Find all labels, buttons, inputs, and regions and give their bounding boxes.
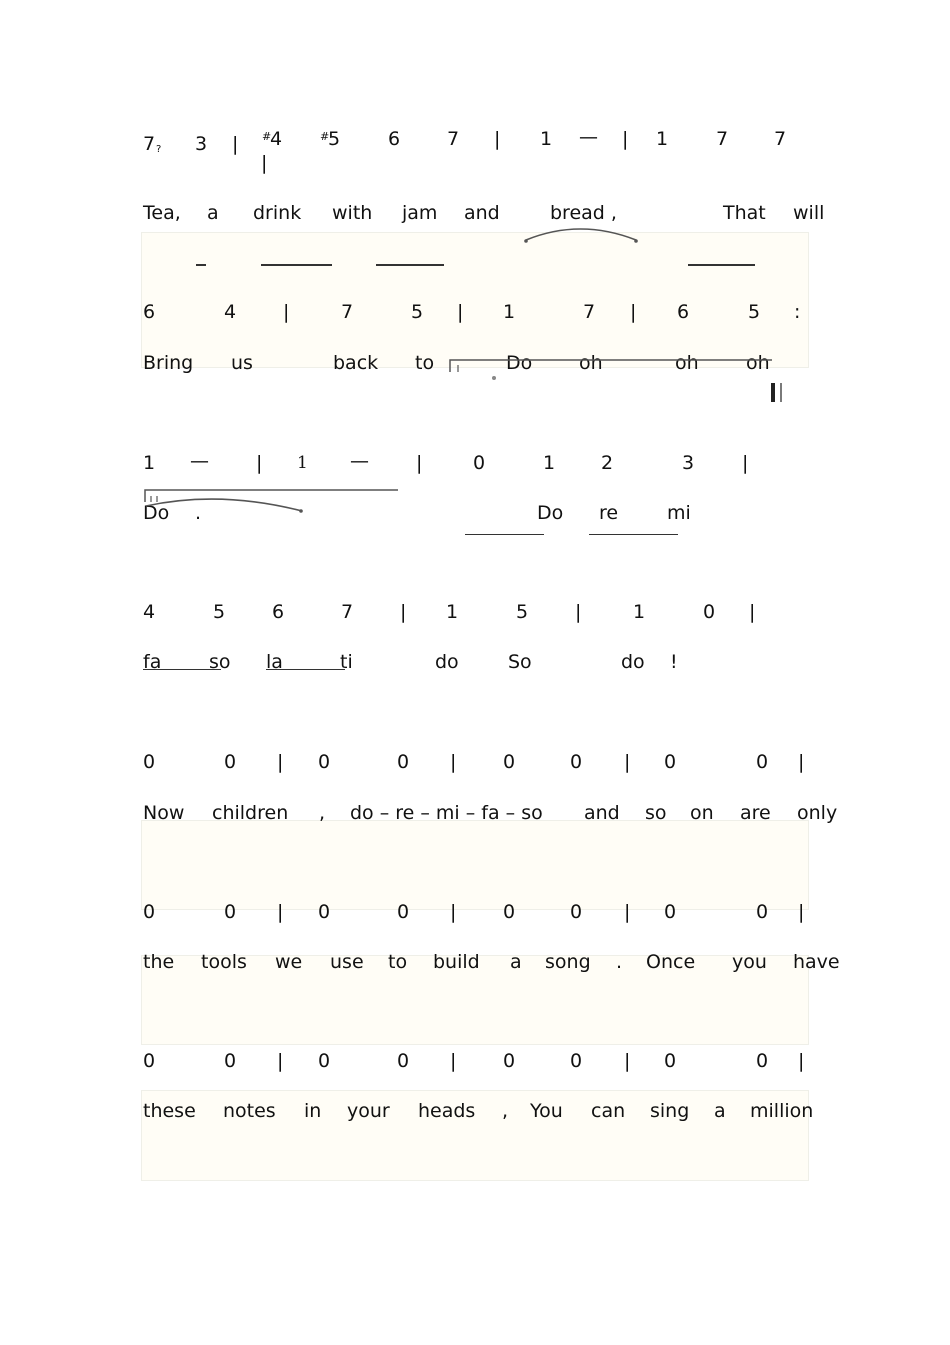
beam-line: [465, 534, 544, 535]
barline: |: [232, 133, 239, 155]
lyric: You: [530, 1100, 563, 1122]
lyric: Once: [646, 951, 696, 973]
barline: |: [277, 1050, 284, 1072]
lyric: oh: [675, 352, 699, 374]
note: 0: [318, 1050, 331, 1072]
dash: —: [350, 450, 369, 472]
lyric: can: [591, 1100, 626, 1122]
barline: |: [742, 452, 749, 474]
note: 5: [213, 601, 226, 623]
note: 0: [143, 901, 156, 923]
note: 0: [570, 1050, 583, 1072]
lyric: do: [435, 651, 459, 673]
note: 5: [328, 128, 341, 150]
lyric: are: [740, 802, 771, 824]
note: 1: [656, 128, 669, 150]
barline: |: [624, 901, 631, 923]
note: 1: [446, 601, 459, 623]
barline: |: [624, 1050, 631, 1072]
dash: —: [190, 450, 209, 472]
lyric: tools: [201, 951, 247, 973]
lyric: a: [510, 951, 522, 973]
note: 0: [143, 751, 156, 773]
note: 0: [756, 901, 769, 923]
lyric: re: [599, 502, 619, 524]
lyric: .: [195, 502, 202, 524]
lyric: notes: [223, 1100, 276, 1122]
lyric: million: [750, 1100, 814, 1122]
lyric: jam: [402, 202, 438, 224]
note: 0: [756, 1050, 769, 1072]
lyric: Tea,: [143, 202, 181, 224]
lyric: Bring: [143, 352, 194, 374]
note: 0: [318, 901, 331, 923]
note: 1: [540, 128, 553, 150]
note: 0: [570, 901, 583, 923]
highlight-panel-2: [141, 820, 809, 910]
note: 0: [318, 751, 331, 773]
lyric: in: [304, 1100, 322, 1122]
lyric: oh: [746, 352, 770, 374]
lyric: Do: [143, 502, 170, 524]
note: 4: [224, 301, 237, 323]
note: 0: [503, 901, 516, 923]
note: 7: [143, 133, 156, 155]
note: 5: [748, 301, 761, 323]
note: 0: [664, 901, 677, 923]
highlight-panel-1: [141, 232, 809, 368]
lyric: do – re – mi – fa – so: [350, 802, 543, 824]
note: 0: [664, 1050, 677, 1072]
note: 0: [224, 901, 237, 923]
barline: |: [256, 452, 263, 474]
barline: |: [630, 301, 637, 323]
lyric: these: [143, 1100, 196, 1122]
lyric: fa: [143, 651, 162, 673]
beam-line: [143, 669, 221, 670]
lyric: heads: [418, 1100, 476, 1122]
beam-line: [196, 264, 206, 266]
lyric: So: [508, 651, 532, 673]
lyric: children: [212, 802, 289, 824]
lyric: to: [415, 352, 435, 374]
barline: |: [575, 601, 582, 623]
lyric: ,: [319, 802, 326, 824]
note: 7: [583, 301, 596, 323]
note: 6: [143, 301, 156, 323]
barline: |: [798, 901, 805, 923]
lyric: on: [690, 802, 714, 824]
note: 1: [633, 601, 646, 623]
note: 0: [397, 1050, 410, 1072]
slur-do: [146, 499, 302, 511]
note: 4: [270, 128, 283, 150]
note: 3: [195, 133, 208, 155]
note: 1: [503, 301, 516, 323]
note: 6: [677, 301, 690, 323]
note: 7: [447, 128, 460, 150]
barline: |: [416, 452, 423, 474]
note: 0: [224, 751, 237, 773]
barline: |: [457, 301, 464, 323]
lyric: ,: [502, 1100, 509, 1122]
lyric: do: [621, 651, 645, 673]
lyric: us: [231, 352, 253, 374]
note: 0: [473, 452, 486, 474]
beam-line: [688, 264, 755, 266]
barline: |: [749, 601, 756, 623]
barline: |: [798, 751, 805, 773]
note: 0: [143, 1050, 156, 1072]
lyric: !: [670, 651, 678, 673]
note: 6: [388, 128, 401, 150]
barline: |: [798, 1050, 805, 1072]
note: 0: [756, 751, 769, 773]
note: 0: [570, 751, 583, 773]
lyric: mi: [667, 502, 691, 524]
note: 5: [516, 601, 529, 623]
volta-bracket-2: [145, 490, 398, 502]
lyric: That: [723, 202, 766, 224]
lyric: drink: [253, 202, 302, 224]
lyric: ti: [340, 651, 353, 673]
barline: |: [494, 128, 501, 150]
lyric: Do: [506, 352, 533, 374]
barline: |: [450, 901, 457, 923]
sharp-sign: #: [320, 130, 330, 143]
barline: |: [450, 751, 457, 773]
beam-line: [266, 669, 345, 670]
note: 0: [397, 751, 410, 773]
note: 7: [716, 128, 729, 150]
lyric: so: [645, 802, 667, 824]
note: 6: [272, 601, 285, 623]
beam-line: [589, 534, 678, 535]
note: 0: [703, 601, 716, 623]
barline: |: [283, 301, 290, 323]
note-mark: ?: [156, 144, 162, 155]
lyric: bread ,: [550, 202, 617, 224]
lyric: and: [464, 202, 500, 224]
lyric: a: [714, 1100, 726, 1122]
lyric: have: [793, 951, 840, 973]
barline: |: [450, 1050, 457, 1072]
barline: |: [624, 751, 631, 773]
lyric: will: [793, 202, 825, 224]
note: 7: [341, 601, 354, 623]
lyric: Do: [537, 502, 564, 524]
lyric: sing: [650, 1100, 690, 1122]
note: 2: [601, 452, 614, 474]
sharp-sign: #: [262, 130, 272, 143]
lyric: oh: [579, 352, 603, 374]
note: 7: [774, 128, 787, 150]
lyric: your: [347, 1100, 390, 1122]
barline: |: [277, 901, 284, 923]
mark-dot: [492, 376, 496, 380]
note: 3: [682, 452, 695, 474]
slur-dot: [299, 509, 303, 513]
note: 1: [543, 452, 556, 474]
lyric: you: [732, 951, 767, 973]
lyric: we: [275, 951, 303, 973]
lyric: and: [584, 802, 620, 824]
lyric: .: [616, 951, 623, 973]
note: 7: [341, 301, 354, 323]
repeat-colon: :: [794, 301, 801, 323]
barline: |: [277, 751, 284, 773]
barline: |: [622, 128, 629, 150]
note: 1: [297, 453, 308, 473]
lyric: build: [433, 951, 480, 973]
note: 0: [503, 751, 516, 773]
lyric: a: [207, 202, 219, 224]
beam-line: [376, 264, 444, 266]
lyric: la: [266, 651, 283, 673]
note: 0: [397, 901, 410, 923]
lyric: song: [545, 951, 591, 973]
note: 0: [503, 1050, 516, 1072]
lyric: with: [332, 202, 373, 224]
note: 1: [143, 452, 156, 474]
note: 0: [224, 1050, 237, 1072]
lyric: back: [333, 352, 379, 374]
barline: |: [261, 152, 268, 174]
note: 0: [664, 751, 677, 773]
note: 4: [143, 601, 156, 623]
note: 5: [411, 301, 424, 323]
lyric: so: [209, 651, 231, 673]
lyric: only: [797, 802, 838, 824]
beam-line: [261, 264, 332, 266]
lyric: to: [388, 951, 408, 973]
lyric: Now: [143, 802, 185, 824]
barline: |: [400, 601, 407, 623]
lyric: use: [330, 951, 364, 973]
lyric: the: [143, 951, 175, 973]
dash: —: [579, 126, 598, 148]
